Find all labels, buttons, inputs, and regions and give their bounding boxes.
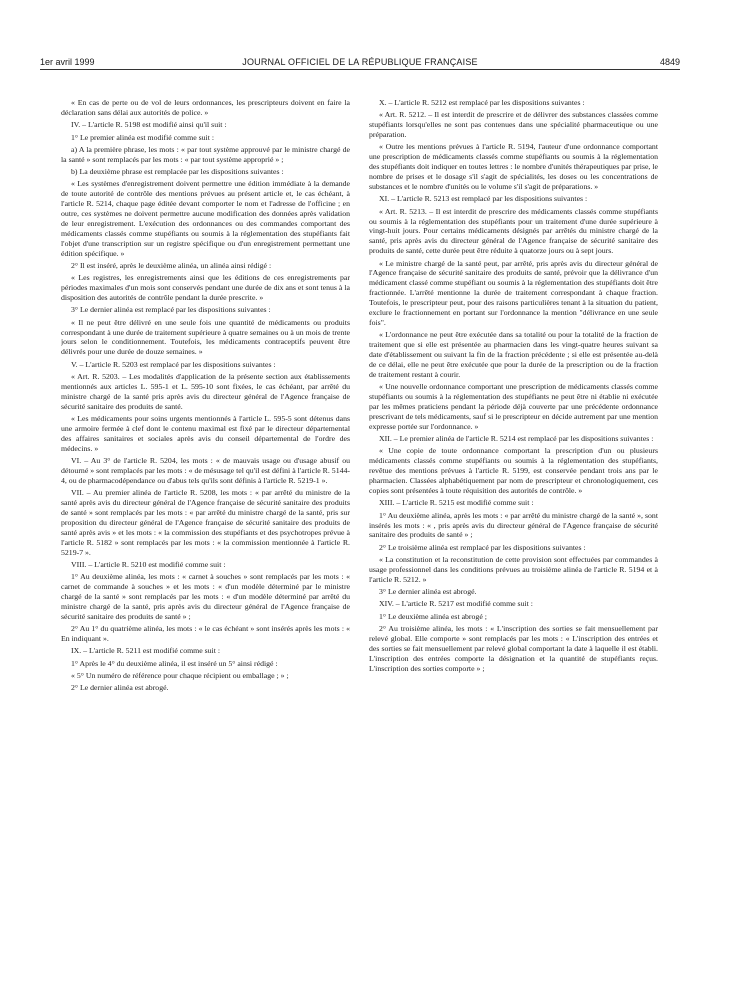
- paragraph: 1° Au deuxième alinéa, les mots : « carnet à souches » sont remplacés par les mots : « carnet de commande à souches » et les mots : « d'un modèle déterminé par le ministre chargé de la santé » sont remplacés par les mots : « d'un modèle déterminé par arrêté du ministre chargé de la santé, pris après avis du directeur général de l'Agence française de sécurité sanitaire des produits de santé » ;: [61, 572, 350, 621]
- right-column: [369, 98, 658, 978]
- paragraph: 1° Le premier alinéa est modifié comme suit :: [71, 132, 214, 142]
- paragraph: XIII. – L'article R. 5215 est modifié comme suit :: [379, 498, 534, 508]
- paragraph: « Il ne peut être délivré en une seule fois une quantité de médicaments ou produits correspondant à une durée de traitement supérieure à quatre semaines ou à un mois de trente jours selon le conditionnement. Toutefois, les médicaments contraceptifs peuvent être délivrés pour une durée de douze semaines. »: [61, 317, 350, 357]
- paragraph: VII. – Au premier alinéa de l'article R. 5208, les mots : « par arrêté du ministre de la santé après avis du directeur général de l'Agence française de sécurité sanitaire des produits de santé » sont remplacés par les mots : « par arrêté du ministre chargé de la santé, pris sur proposition du directeur général de l'Agence française de sécurité sanitaire des produits de santé après avis » et les mots : « la commission des stupéfiants et des psychotropes prévue à l'article R. 5182 » sont remplacés par les mots : « la commission mentionnée à l'article R. 5219-7 ».: [61, 488, 350, 557]
- paragraph: 1° Après le 4° du deuxième alinéa, il est inséré un 5° ainsi rédigé :: [71, 658, 278, 668]
- paragraph: « Le ministre chargé de la santé peut, par arrêté, pris après avis du directeur général de l'Agence française de sécurité sanitaire des produits de santé, prévoir que la délivrance d'un médicament classé comme stupéfiant ou soumis à la réglementation des stupéfiants doit être fractionnée. L'arrêté mentionne la durée de traitement correspondant à chaque fraction. Toutefois, le prescripteur peut, pour des raisons particulières tenant à la situation du patient, exclure le fractionnement en portant sur l'ordonnance la mention "délivrance en une seule fois".: [369, 258, 658, 327]
- paragraph: V. – L'article R. 5203 est remplacé par les dispositions suivantes :: [71, 359, 276, 369]
- paragraph: « L'ordonnance ne peut être exécutée dans sa totalité ou pour la totalité de la fraction de traitement que si elle est présentée au pharmacien dans les vingt-quatre heures suivant sa date d'établissement ou suivant la fin de la fraction précédente ; si elle est présentée au-delà de ce délai, elle ne peut être exécutée que pour la durée de la prescription ou de la fraction de traitement restant à courir.: [369, 330, 658, 379]
- paragraph: IV. – L'article R. 5198 est modifié ainsi qu'il suit :: [71, 120, 227, 130]
- paragraph: « Une nouvelle ordonnance comportant une prescription de médicaments classés comme stupéfiants ou soumis à la réglementation des stupéfiants ne peut être ni établie ni exécutée par les mêmes praticiens pendant la période déjà couverte par une précédente ordonnance prescrivant de tels médicaments, sauf si le prescripteur en décide autrement par une mention expresse portée sur l'ordonnance. »: [369, 382, 658, 431]
- paragraph: « Les registres, les enregistrements ainsi que les éditions de ces enregistrements par périodes maximales d'un mois sont conservés pendant une durée de dix ans et sont tenus à la disposition des autorités de contrôle pendant la durée prescrite. »: [61, 273, 350, 303]
- paragraph: a) A la première phrase, les mots : « par tout système approuvé par le ministre chargé de la santé » sont remplacés par les mots : « par tout système approprié » ;: [61, 144, 350, 164]
- paragraph: « Les médicaments pour soins urgents mentionnés à l'article L. 595-5 sont détenus dans une armoire fermée à clef dont le contenu maximal est fixé par le directeur départemental des affaires sanitaires et sociales après avis du conseil départemental de l'ordre des médecins. »: [61, 413, 350, 453]
- paragraph: « Art. R. 5203. – Les modalités d'application de la présente section aux établissements mentionnés aux articles L. 595-1 et L. 595-10 sont fixées, le cas échéant, par arrêté du ministre chargé de la santé pris après avis du directeur général de l'Agence française de sécurité sanitaire des produits de santé.: [61, 371, 350, 411]
- paragraph: X. – L'article R. 5212 est remplacé par les dispositions suivantes :: [379, 98, 585, 107]
- paragraph: « Art. R. 5213. – Il est interdit de prescrire des médicaments classés comme stupéfiants ou soumis à la réglementation des stupéfiants pour un traitement d'une durée supérieure à vingt-huit jours. Pour certains médicaments désignés par arrêtés du ministre chargé de la santé, pris après avis du directeur général de l'Agence française de sécurité sanitaire des produits de santé, cette durée peut être réduite à quatorze jours ou à sept jours.: [369, 206, 658, 256]
- paragraph: IX. – L'article R. 5211 est modifié comme suit :: [71, 646, 221, 656]
- header-date: 1er avril 1999: [40, 57, 95, 67]
- paragraph: 3° Le dernier alinéa est remplacé par les dispositions suivantes :: [71, 305, 271, 315]
- header-title: JOURNAL OFFICIEL DE LA RÉPUBLIQUE FRANÇAISE: [242, 57, 478, 67]
- paragraph: 2° Au troisième alinéa, les mots : « L'inscription des sorties se fait mensuellement par relevé global. Elle comporte » sont remplacés par les mots : « L'inscription des entrées et des sorties se fait mensuellement par relevé global comportant la date à laquelle il est établi. L'inscription des entrées comporte la désignation et la quantité de stupéfiants reçus. L'inscription des sorties comporte » ;: [369, 624, 658, 673]
- paragraph: VI. – Au 3° de l'article R. 5204, les mots : « de mauvais usage ou d'usage abusif ou détourné » sont remplacés par les mots : « de mésusage tel qu'il est défini à l'article R. 5144-4, ou de pharmacodépendance ou d'abus tels qu'ils sont définis à l'article R. 5219-1 ».: [61, 455, 350, 485]
- paragraph: 2° Il est inséré, après le deuxième alinéa, un alinéa ainsi rédigé :: [71, 260, 272, 270]
- paragraph: 2° Au 1° du quatrième alinéa, les mots : « le cas échéant » sont insérés après les mots : « En indiquant ».: [61, 624, 350, 643]
- header-page-number: 4849: [659, 57, 680, 67]
- paragraph: « Une copie de toute ordonnance comportant la prescription d'un ou plusieurs médicaments classés comme stupéfiants ou soumis à la réglementation des stupéfiants, revêtue des mentions prévues à l'article R. 5199, est conservée pendant trois ans par le pharmacien. Classées alphabétiquement par nom de prescripteur et chronologiquement, ces copies sont présentées à toute réquisition des autorités de contrôle. »: [369, 446, 658, 496]
- paragraph: XII. – Le premier alinéa de l'article R. 5214 est remplacé par les dispositions suivantes :: [379, 434, 654, 444]
- paragraph: 2° Le troisième alinéa est remplacé par les dispositions suivantes :: [379, 542, 586, 552]
- paragraph: 1° Au deuxième alinéa, après les mots : « par arrêté du ministre chargé de la santé », sont insérés les mots : « , pris après avis du directeur général de l'Agence française de sécurité sanitaire des produits de santé » ;: [369, 510, 658, 540]
- paragraph: « La constitution et la reconstitution de cette provision sont effectuées par commandes à usage professionnel dans les conditions prévues au troisième alinéa de l'article R. 5194 et à l'article R. 5212. »: [369, 555, 658, 584]
- paragraph: « Art. R. 5212. – Il est interdit de prescrire et de délivrer des substances classées comme stupéfiants lorsqu'elles ne sont pas contenues dans une spécialité pharmaceutique ou une préparation.: [369, 110, 658, 140]
- left-column: [61, 98, 350, 978]
- paragraph: « En cas de perte ou de vol de leurs ordonnances, les prescripteurs doivent en faire la déclaration sans délai aux autorités de police. »: [61, 98, 350, 117]
- paragraph: XI. – L'article R. 5213 est remplacé par les dispositions suivantes :: [379, 194, 588, 204]
- paragraph: « Outre les mentions prévues à l'article R. 5194, l'auteur d'une ordonnance comportant une prescription de médicaments classés comme stupéfiants ou soumis à la réglementation des stupéfiants doit indiquer en toutes lettres : le nombre d'unités thérapeutiques par prise, le nombre de prises et le dosage s'il s'agit de spécialités, les doses ou les concentrations de substances et le nombre d'unités ou le volume s'il s'agit de préparations. »: [369, 142, 658, 192]
- paragraph: VIII. – L'article R. 5210 est modifié comme suit :: [71, 559, 226, 569]
- paragraph: 3° Le dernier alinéa est abrogé.: [379, 587, 477, 597]
- paragraph: « 5° Un numéro de référence pour chaque récipient ou emballage ; » ;: [71, 670, 289, 680]
- paragraph: 1° Le deuxième alinéa est abrogé ;: [379, 611, 487, 621]
- paragraph: « Les systèmes d'enregistrement doivent permettre une édition immédiate à la demande de toute autorité de contrôle des mentions prévues au présent article et, le cas échéant, à l'article R. 5214, chaque page éditée devant comporter le nom et l'adresse de l'officine ; en outre, ces systèmes ne doivent permettre aucune modification des données après validation de leur enregistrement. L'exécution des ordonnances ou des commandes comportant des médicaments classés comme stupéfiants ou soumis à la réglementation des stupéfiants fait l'objet d'une transcription sur un registre spécifique ou d'un enregistrement permettant une édition spécifique. »: [61, 179, 350, 258]
- paragraph: XIV. – L'article R. 5217 est modifié comme suit :: [379, 599, 533, 609]
- paragraph: b) La deuxième phrase est remplacée par les dispositions suivantes :: [71, 167, 284, 176]
- paragraph: 2° Le dernier alinéa est abrogé.: [71, 683, 169, 693]
- header-rule: [40, 69, 680, 70]
